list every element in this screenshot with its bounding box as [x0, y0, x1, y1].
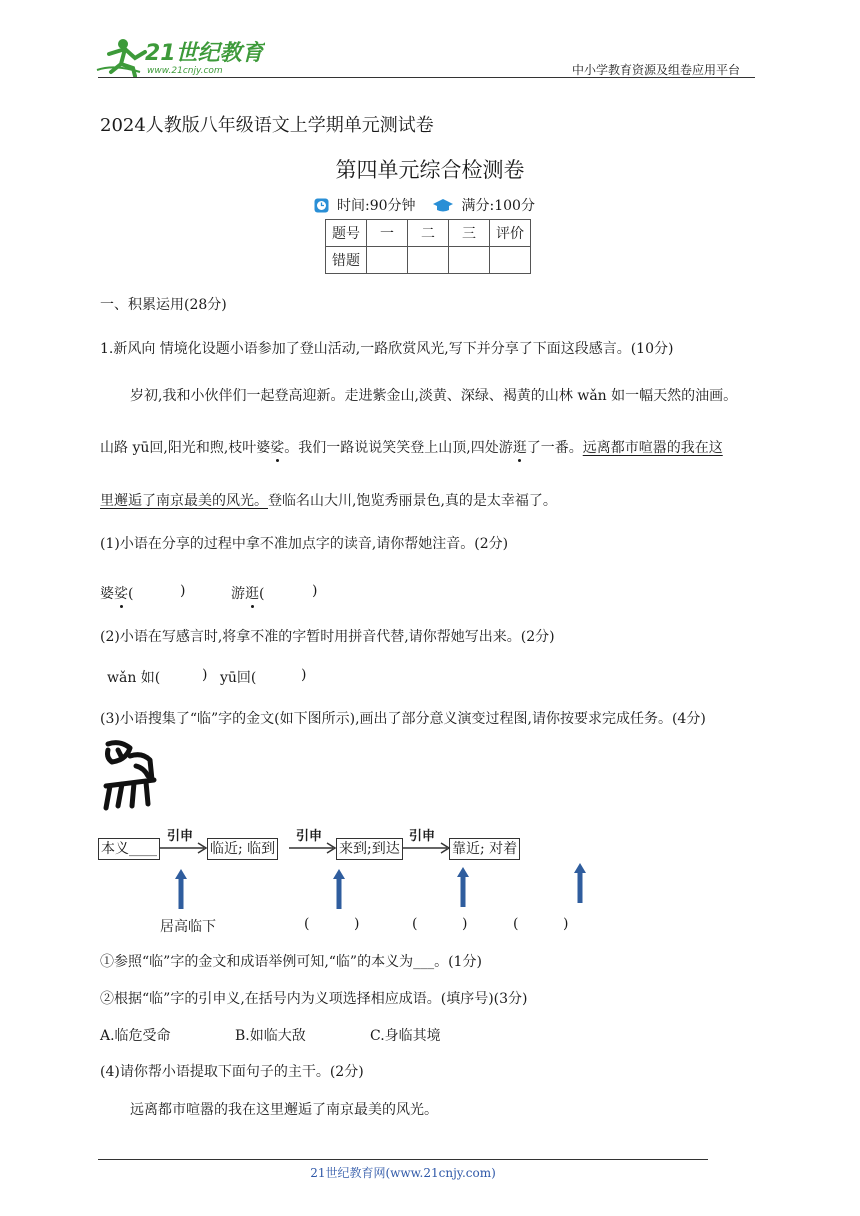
- paren-close: ): [312, 583, 318, 599]
- flow-box-origin: 本义____: [98, 838, 160, 860]
- series-title: 2024人教版八年级语文上学期单元测试卷: [100, 115, 434, 136]
- question-stem: 1.新风向 情境化设题小语参加了登山活动,一路欣赏风光,写下并分享了下面这段感言。(10分): [100, 341, 674, 357]
- bronze-script-glyph: [100, 738, 160, 812]
- paren-open: (: [513, 916, 519, 932]
- logo-text: 21世纪教育: [145, 41, 264, 66]
- passage-line-1: 岁初,我和小伙伴们一起登高迎新。走进紫金山,淡黄、深绿、褐黄的山林 wǎn 如一幅天然的油画。: [130, 388, 738, 404]
- flow-box-2: 来到;到达: [336, 838, 403, 860]
- table-cell: 二: [408, 220, 449, 247]
- answer-text: 游: [231, 586, 245, 602]
- subquestion-3: (3)小语搜集了“临”字的金文(如下图所示),画出了部分意义演变过程图,请你按要求完成任务。(4分): [100, 711, 706, 727]
- up-arrow-icon: [456, 866, 470, 908]
- passage-line-3: [100, 490, 557, 510]
- table-cell: 错题: [326, 247, 367, 274]
- subquestion-2: (2)小语在写感言时,将拿不准的字暂时用拼音代替,请你帮她写出来。(2分): [100, 629, 555, 645]
- table-cell[interactable]: [490, 247, 531, 274]
- logo-url: www.21cnjy.com: [147, 66, 223, 76]
- graduation-cap-icon: [432, 198, 454, 213]
- paren-open: (: [304, 916, 310, 932]
- paren-open: (: [412, 916, 418, 932]
- option-a: A.临危受命: [100, 1028, 171, 1044]
- exam-meta: [314, 195, 535, 215]
- header-rule: [98, 77, 755, 78]
- char-blank-1[interactable]: [157, 664, 201, 684]
- sub4-sentence: 远离都市喧嚣的我在这里邂逅了南京最美的风光。: [130, 1102, 438, 1118]
- flow-box-3: 靠近; 对着: [449, 838, 520, 860]
- footer-rule: [98, 1159, 708, 1160]
- char-blank-2[interactable]: [255, 664, 299, 684]
- clock-icon: [314, 198, 329, 213]
- exam-time: 时间:90分钟: [337, 198, 416, 214]
- pinyin-answer-1: [100, 583, 133, 603]
- subquestion-1: (1)小语在分享的过程中拿不准加点字的读音,请你帮她注音。(2分): [100, 536, 509, 552]
- platform-name: 中小学教育资源及组卷应用平台: [572, 63, 741, 77]
- arrow-label: 引申: [296, 829, 323, 844]
- passage-text: 了一番。: [526, 440, 583, 456]
- pinyin-blank-2[interactable]: [266, 580, 310, 600]
- arrow-label: 引申: [409, 829, 436, 844]
- idiom-blank-2[interactable]: [420, 913, 460, 933]
- subquestion-4: (4)请你帮小语提取下面句子的主干。(2分): [100, 1064, 364, 1080]
- table-cell[interactable]: [449, 247, 490, 274]
- up-arrow-icon: [573, 862, 587, 904]
- paren-close: ): [202, 667, 208, 683]
- up-arrow-icon: [332, 868, 346, 910]
- flow-box-1: 临近; 临到: [207, 838, 278, 860]
- answer-text: (: [128, 586, 134, 602]
- page-title: 第四单元综合检测卷: [335, 158, 525, 182]
- paren-close: ): [354, 916, 360, 932]
- answer-text: 婆: [100, 586, 114, 602]
- table-cell[interactable]: [367, 247, 408, 274]
- dotted-char: 娑: [270, 437, 284, 457]
- dotted-char: 逛: [513, 437, 527, 457]
- section-heading: 一、积累运用(28分): [100, 297, 227, 313]
- char-answer-2: yū回(: [220, 670, 257, 686]
- subquestion-3-2: ②根据“临”字的引申义,在括号内为义项选择相应成语。(填序号)(3分): [100, 991, 528, 1007]
- score-table-header-row: [326, 220, 531, 247]
- paren-close: ): [180, 583, 186, 599]
- site-logo: [95, 34, 265, 78]
- subquestion-3-1: ①参照“临”字的金文和成语举例可知,“临”的本义为___。(1分): [100, 954, 482, 970]
- table-cell[interactable]: [408, 247, 449, 274]
- passage-text: 。我们一路说说笑笑登上山顶,四处游: [284, 440, 513, 456]
- table-cell: 一: [367, 220, 408, 247]
- passage-text: 山路 yū回,阳光和煦,枝叶婆: [100, 440, 271, 456]
- right-arrow-icon: [403, 842, 451, 854]
- pinyin-blank-1[interactable]: [134, 580, 178, 600]
- paren-close: ): [563, 916, 569, 932]
- paren-close: ): [462, 916, 468, 932]
- passage-text: 登临名山大川,饱览秀丽景色,真的是太幸福了。: [268, 493, 557, 509]
- right-arrow-icon: [160, 842, 208, 854]
- underlined-sentence: 里邂逅了南京最美的风光。: [100, 493, 268, 509]
- example-idiom: 居高临下: [160, 919, 216, 935]
- paren-close: ): [301, 667, 307, 683]
- table-cell: 题号: [326, 220, 367, 247]
- char-answer-1: wǎn 如(: [107, 670, 161, 686]
- idiom-blank-3[interactable]: [521, 913, 561, 933]
- answer-text: (: [259, 586, 265, 602]
- option-c: C.身临其境: [370, 1028, 441, 1044]
- idiom-blank-1[interactable]: [312, 913, 352, 933]
- right-arrow-icon: [289, 842, 337, 854]
- score-table: [325, 219, 531, 274]
- exam-full-score: 满分:100分: [461, 198, 535, 214]
- underlined-sentence: 远离都市喧嚣的我在这: [582, 440, 723, 456]
- score-table-mistakes-row: [326, 247, 531, 274]
- pinyin-answer-2: [231, 583, 264, 603]
- table-cell: 三: [449, 220, 490, 247]
- arrow-label: 引申: [167, 829, 194, 844]
- footer-link[interactable]: 21世纪教育网(www.21cnjy.com): [310, 1166, 496, 1180]
- dotted-char: 逛: [245, 583, 259, 603]
- table-cell: 评价: [490, 220, 531, 247]
- dotted-char: 娑: [114, 583, 128, 603]
- up-arrow-icon: [174, 868, 188, 910]
- passage-line-2: [100, 437, 723, 457]
- option-b: B.如临大敌: [235, 1028, 306, 1044]
